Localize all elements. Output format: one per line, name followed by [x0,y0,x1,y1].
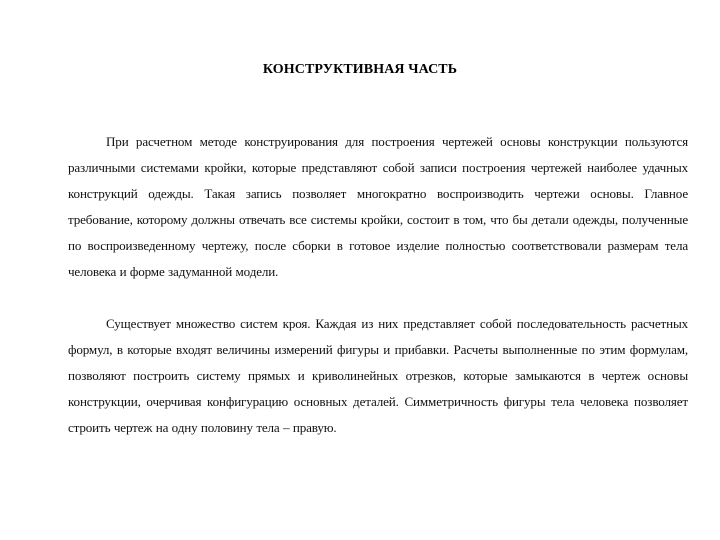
paragraph-1: При расчетном методе конструирования для построения чертежей основы конструкции пользуются различными системами кройки, которые представляют собой записи построения чертежей наиболее удачных конструкций одежды. Такая запись позволяет многократно воспроизводить чертежи основы. Главное требование, которому должны отвечать все системы кройки, состоит в том, что бы детали одежды, полученные по воспроизведенному чертежу, после сборки в готовое изделие полностью соответствовали размерам тела человека и форме задуманной модели. [68,134,688,279]
paragraph-2: Существует множество систем кроя. Каждая из них представляет собой последовательность расчетных формул, в которые входят величины измерений фигуры и прибавки. Расчеты выполненные по этим формулам, позволяют построить систему прямых и криволинейных отрезков, которые замыкаются в чертеж основы конструкции, очерчивая конфигурацию основных деталей. Симметричность фигуры тела человека позволяет строить чертеж на одну половину тела – правую. [68,316,688,435]
page-title: КОНСТРУКТИВНАЯ ЧАСТЬ [262,62,458,77]
